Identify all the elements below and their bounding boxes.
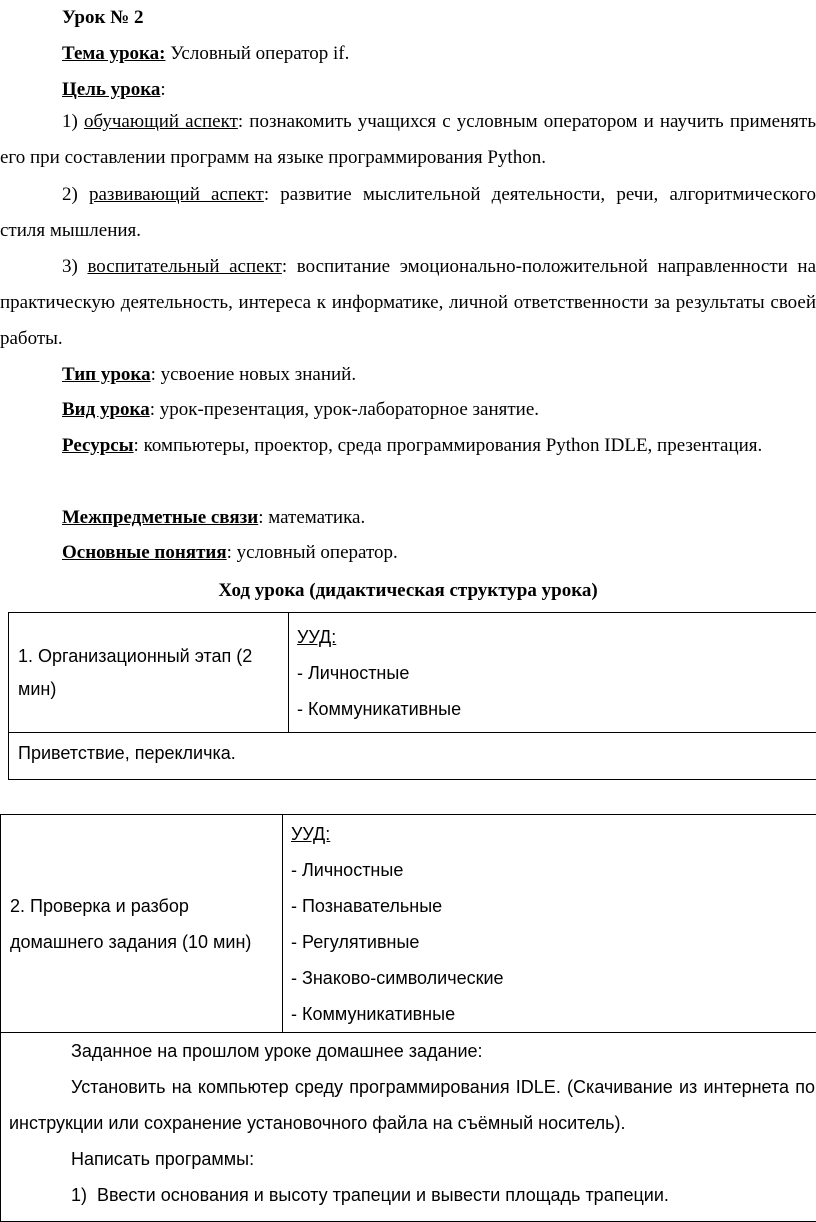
goal-colon: : xyxy=(160,79,165,100)
links-value: : математика. xyxy=(258,507,365,528)
stage1-uud xyxy=(289,613,816,733)
lesson-concepts xyxy=(0,535,816,571)
type-value: : усвоение новых знаний. xyxy=(151,364,357,385)
lesson-topic xyxy=(0,36,816,72)
uud-label: УУД: xyxy=(297,619,816,655)
aspect-developing xyxy=(0,177,816,249)
task-num: 1) xyxy=(71,1185,87,1205)
aspect-text: : познакомить учащихся с условным оператором и научить применять его при составлении программ на языке программирования Python. xyxy=(0,111,816,168)
lesson-type xyxy=(0,357,816,393)
stage1-title: 1. Организационный этап (2 мин) xyxy=(9,613,289,733)
uud-item: - Коммуникативные xyxy=(297,691,816,727)
lesson-kind xyxy=(0,392,816,428)
stage1-content: Приветствие, перекличка. xyxy=(9,733,816,780)
stage2-uud xyxy=(283,815,816,1033)
uud-item: - Регулятивные xyxy=(291,924,816,960)
uud-item: - Личностные xyxy=(291,852,816,888)
kind-value: : урок-презентация, урок-лабораторное занятие. xyxy=(150,399,539,420)
aspect-text: : воспитание эмоционально-положительной направленности на практическую деятельность, интереса к информатике, личной ответственности за результаты своей работы. xyxy=(0,256,816,349)
aspect-text: : развитие мыслительной деятельности, речи, алгоритмического стиля мышления. xyxy=(0,184,816,241)
topic-value: Условный оператор if. xyxy=(166,43,350,64)
uud-label: УУД: xyxy=(291,816,816,852)
hw-write: Написать программы: xyxy=(9,1141,815,1177)
structure-heading: Ход урока (дидактическая структура урока) xyxy=(0,573,816,609)
stage1-table xyxy=(8,612,816,780)
aspect-num: 1) xyxy=(62,111,78,132)
stage2-table xyxy=(0,814,816,1222)
type-label: Тип урока xyxy=(62,364,151,385)
lesson-resources xyxy=(0,428,816,464)
topic-label: Тема урока: xyxy=(62,43,166,64)
links-label: Межпредметные связи xyxy=(62,507,258,528)
stage2-content xyxy=(1,1033,816,1222)
goal-label: Цель урока xyxy=(62,79,160,100)
uud-item: - Познавательные xyxy=(291,888,816,924)
aspect-label: развивающий аспект xyxy=(89,184,264,205)
concepts-label: Основные понятия xyxy=(62,542,227,563)
lesson-goal xyxy=(0,72,816,108)
lesson-interdisciplinary xyxy=(0,500,816,536)
concepts-value: : условный оператор. xyxy=(227,542,398,563)
uud-item: - Знаково-символические xyxy=(291,960,816,996)
aspect-num: 3) xyxy=(62,256,78,277)
uud-item: - Личностные xyxy=(297,655,816,691)
lesson-number: Урок № 2 xyxy=(0,0,816,36)
resources-label: Ресурсы xyxy=(62,435,134,456)
resources-value: : компьютеры, проектор, среда программирования Python IDLE, презентация. xyxy=(134,435,763,456)
aspect-num: 2) xyxy=(62,184,78,205)
kind-label: Вид урока xyxy=(62,399,150,420)
uud-item: - Коммуникативные xyxy=(291,996,816,1032)
hw-intro: Заданное на прошлом уроке домашнее задание: xyxy=(9,1033,815,1069)
aspect-label: воспитательный аспект xyxy=(87,256,281,277)
stage2-title: 2. Проверка и разбор домашнего задания (10 мин) xyxy=(1,815,283,1033)
hw-install: Установить на компьютер среду программирования IDLE. (Скачивание из интернета по инструкции или сохранение установочного файла на съёмный носитель). xyxy=(9,1069,815,1141)
aspect-label: обучающий аспект xyxy=(84,111,238,132)
task-item xyxy=(9,1177,815,1213)
aspect-learning xyxy=(0,104,816,176)
aspect-educational xyxy=(0,249,816,357)
task-text: Ввести основания и высоту трапеции и вывести площадь трапеции. xyxy=(97,1185,669,1205)
